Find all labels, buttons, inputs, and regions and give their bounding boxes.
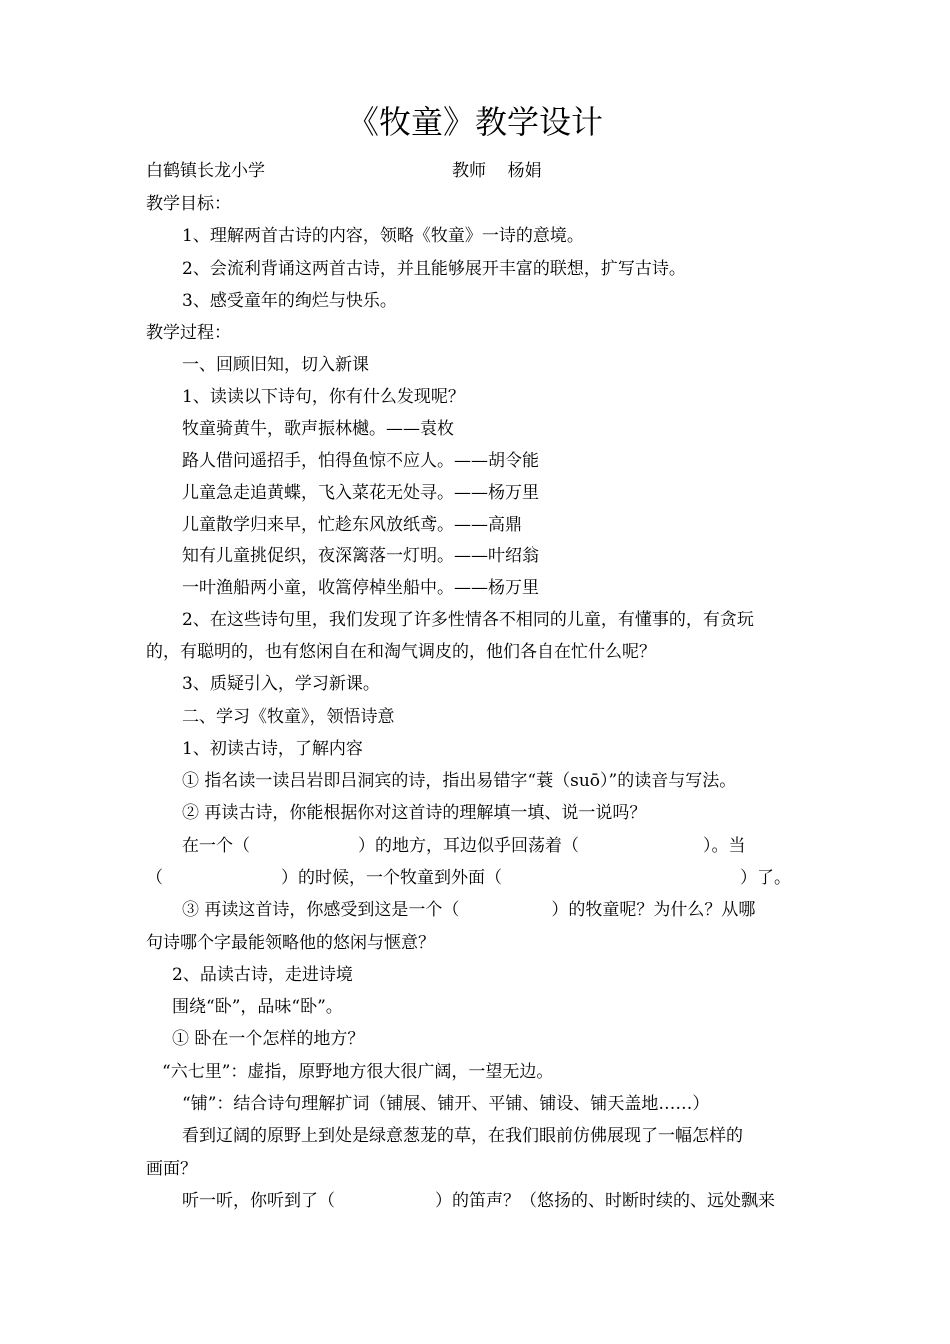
part1-heading: 一、回顾旧知，切入新课 xyxy=(182,355,369,375)
verse-line: 儿童急走追黄蝶，飞入菜花无处寻。——杨万里 xyxy=(182,483,539,503)
goals-heading: 教学目标： xyxy=(146,194,231,214)
listen-line xyxy=(182,1188,775,1214)
step3-text: 3、质疑引入，学习新课。 xyxy=(182,674,380,694)
view-text-line1: 看到辽阔的原野上到处是绿意葱茏的草，在我们眼前仿佛展现了一幅怎样的 xyxy=(182,1126,743,1146)
fill-line2 xyxy=(146,865,791,891)
item3-line2: 句诗哪个字最能领略他的悠闲与惬意？ xyxy=(146,933,435,953)
school-name: 白鹤镇长龙小学 xyxy=(146,161,265,181)
item1-text: ① 指名读一读吕岩即吕洞宾的诗，指出易错字“蓑（suō）”的读音与写法。 xyxy=(182,771,737,791)
item2-text: ② 再读古诗，你能根据你对这首诗的理解填一填、说一说吗？ xyxy=(182,803,647,823)
verse-line: 儿童散学归来早，忙趁东风放纸鸢。——高鼎 xyxy=(182,515,522,535)
process-heading: 教学过程： xyxy=(146,323,231,343)
pu-text: “铺”：结合诗句理解扩词（铺展、铺开、平铺、铺设、铺天盖地……） xyxy=(182,1094,710,1114)
part2-heading: 二、学习《牧童》，领悟诗意 xyxy=(182,707,395,727)
view-text-line2: 画面？ xyxy=(146,1159,197,1179)
goal-item: 3、感受童年的绚烂与快乐。 xyxy=(182,291,397,311)
verse-line: 知有儿童挑促织，夜深篱落一灯明。——叶绍翁 xyxy=(182,546,539,566)
fill-text-e: ）的时候，一个牧童到外面（ xyxy=(281,868,502,888)
goal-item: 1、理解两首古诗的内容，领略《牧童》一诗的意境。 xyxy=(182,226,584,246)
fill-text-c: ）。当 xyxy=(703,836,746,856)
step2-text-line2: 的，有聪明的，也有悠闲自在和淘气调皮的，他们各自在忙什么呢？ xyxy=(146,642,656,662)
item3-text-a: ③ 再读这首诗，你感受到这是一个（ xyxy=(182,900,460,920)
goal-item: 2、会流利背诵这两首古诗，并且能够展开丰富的联想，扩写古诗。 xyxy=(182,259,686,279)
verse-line: 牧童骑黄牛，歌声振林樾。——袁枚 xyxy=(182,419,454,439)
listen-text-b: ）的笛声？（悠扬的、时断时续的、远处飘来 xyxy=(435,1191,775,1211)
document-title: 《牧童》教学设计 xyxy=(346,103,603,141)
sub1-heading: 1、初读古诗，了解内容 xyxy=(182,739,363,759)
item3-text-b: ）的牧童呢？为什么？从哪 xyxy=(551,900,756,920)
verse-line: 一叶渔船两小童，收篙停棹坐船中。——杨万里 xyxy=(182,578,539,598)
teacher-name: 教师 杨娟 xyxy=(452,161,542,181)
fill-text-a: 在一个（ xyxy=(182,836,250,856)
liuqili-text: “六七里”：虚指，原野地方很大很广阔，一望无边。 xyxy=(162,1062,554,1082)
verse-line: 路人借问遥招手，怕得鱼惊不应人。——胡令能 xyxy=(182,451,539,471)
fill-text-f: ）了。 xyxy=(740,868,791,888)
question1-text: ① 卧在一个怎样的地方？ xyxy=(172,1029,365,1049)
fill-text-d: （ xyxy=(146,868,163,888)
listen-text-a: 听一听，你听到了（ xyxy=(182,1191,335,1211)
step2-text-line1: 2、在这些诗句里，我们发现了许多性情各不相同的儿童，有懂事的，有贪玩 xyxy=(182,610,754,630)
step1-text: 1、读读以下诗句，你有什么发现呢？ xyxy=(182,387,465,407)
fill-text-b: ）的地方，耳边似乎回荡着（ xyxy=(358,836,579,856)
item3-line1 xyxy=(182,897,755,923)
fill-line1 xyxy=(182,833,746,859)
sub2-heading: 2、品读古诗，走进诗境 xyxy=(172,965,353,985)
around-text: 围绕“卧”，品味“卧”。 xyxy=(172,997,343,1017)
